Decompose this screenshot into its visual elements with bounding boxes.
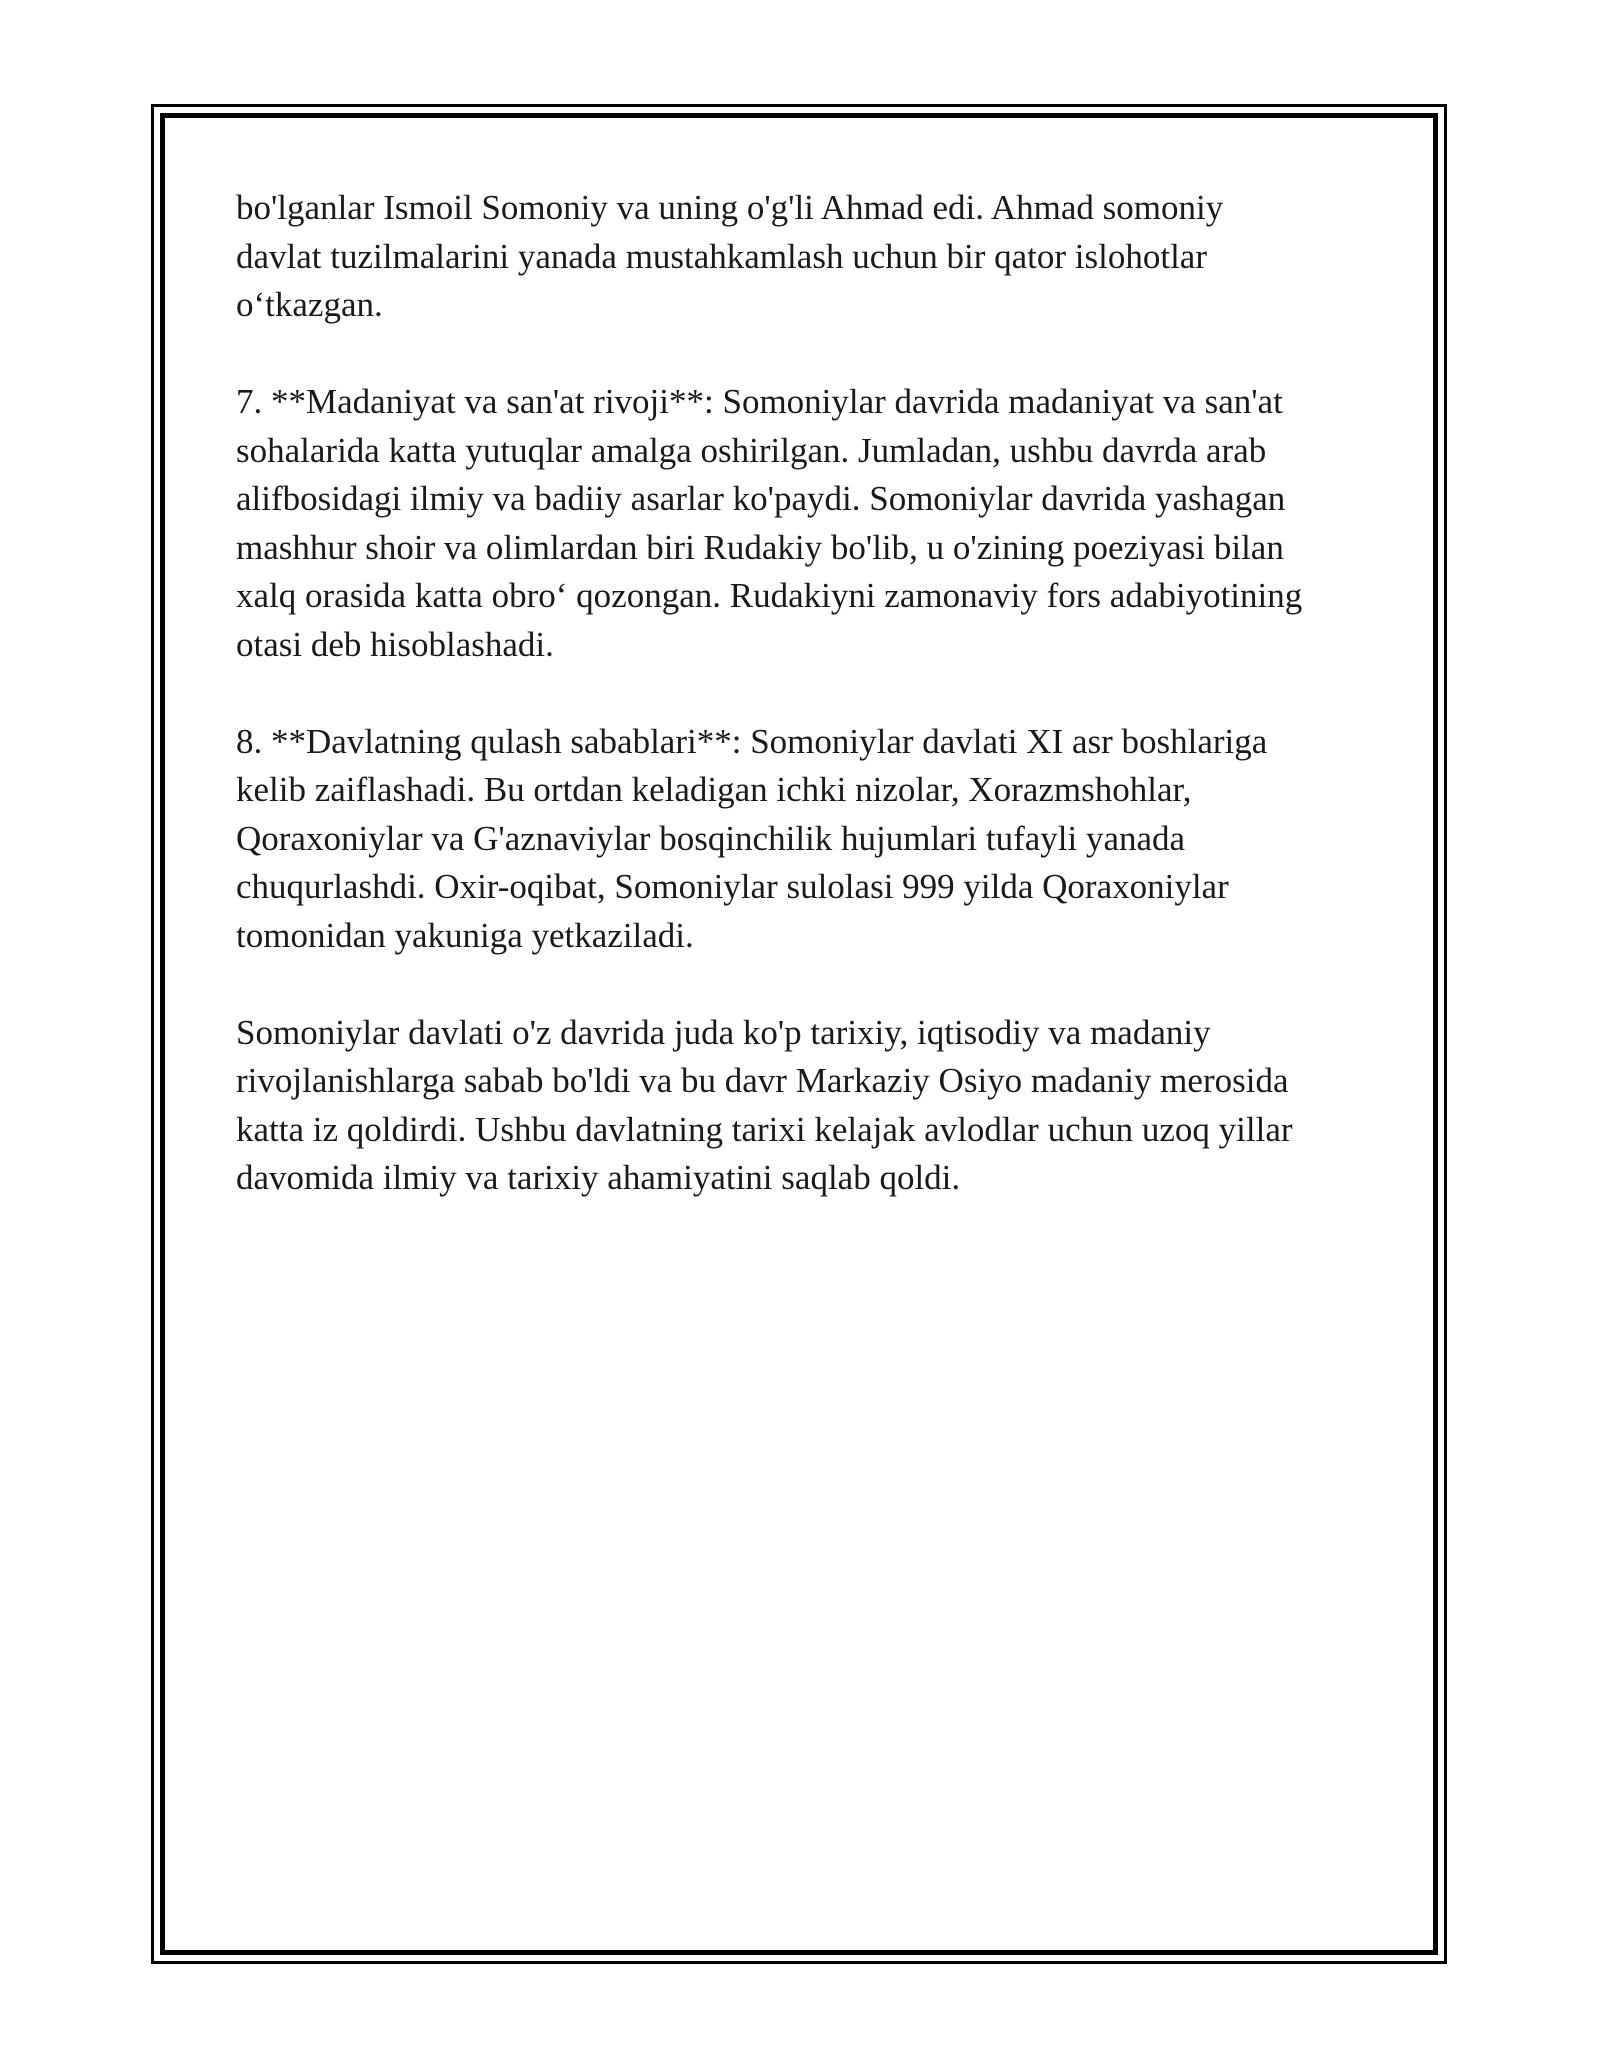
text-line: mashhur shoir va olimlardan biri Rudakiy bo'lib, u o'zining poeziyasi bilan [236, 527, 1284, 567]
text-line: chuqurlashdi. Oxir-oqibat, Somoniylar sulolasi 999 yilda Qoraxoniylar [236, 867, 1229, 906]
text-line: 8. **Davlatning qulash sabablari**: Somoniylar davlati XI asr boshlariga [236, 721, 1268, 761]
paragraph-conclusion [236, 1009, 1368, 1203]
paragraph-ahmad-reforms [236, 184, 1368, 330]
text-line: Qoraxoniylar va G'aznaviylar bosqinchilik hujumlari tufayli yanada [236, 818, 1186, 858]
text-line: kelib zaiflashadi. Bu ortdan keladigan ichki nizolar, Xorazmshohlar, [236, 770, 1192, 809]
text-line: bo'lganlar Ismoil Somoniy va uning o'g'li Ahmad edi. Ahmad somoniy [236, 188, 1224, 227]
document-body [236, 184, 1368, 1251]
text-line: rivojlanishlarga sabab bo'ldi va bu davr Markaziy Osiyo madaniy merosida [236, 1061, 1289, 1100]
text-line: Somoniylar davlati o'z davrida juda ko'p tarixiy, iqtisodiy va madaniy [236, 1012, 1211, 1052]
text-line: alifbosidagi ilmiy va badiiy asarlar ko'paydi. Somoniylar davrida yashagan [236, 479, 1286, 518]
text-line: otasi deb hisoblashadi. [236, 624, 554, 664]
text-line: tomonidan yakuniga yetkaziladi. [236, 915, 694, 955]
paragraph-state-collapse [236, 718, 1368, 961]
text-line: katta iz qoldirdi. Ushbu davlatning tarixi kelajak avlodlar uchun uzoq yillar [236, 1109, 1293, 1149]
text-line: davlat tuzilmalarini yanada mustahkamlash uchun bir qator islohotlar [236, 236, 1207, 276]
text-line: xalq orasida katta obro‘ qozongan. Rudakiyni zamonaviy fors adabiyotining [236, 576, 1303, 615]
text-line: davomida ilmiy va tarixiy ahamiyatini saqlab qoldi. [236, 1158, 961, 1197]
text-line: 7. **Madaniyat va san'at rivoji**: Somoniylar davrida madaniyat va san'at [236, 382, 1283, 421]
text-line: sohalarida katta yutuqlar amalga oshirilgan. Jumladan, ushbu davrda arab [236, 430, 1267, 470]
text-line: o‘tkazgan. [236, 285, 383, 324]
paragraph-culture-and-art [236, 378, 1368, 669]
